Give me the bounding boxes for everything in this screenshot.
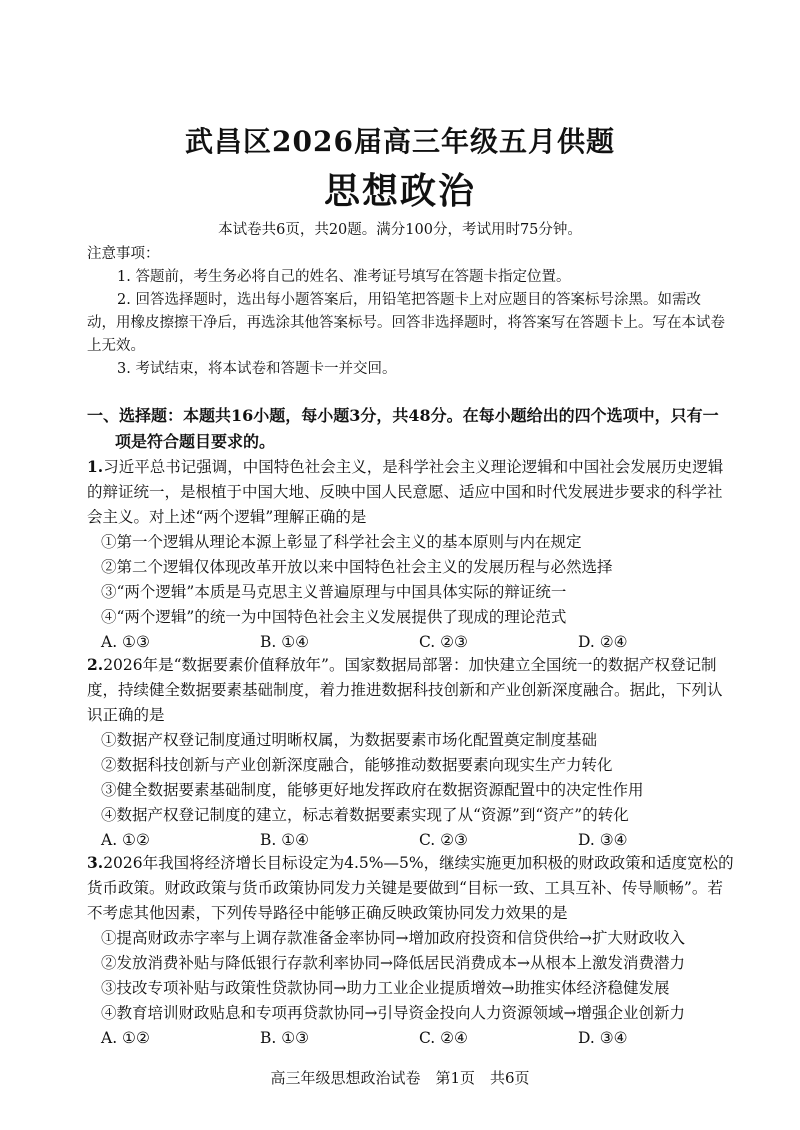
question-2 [87, 652, 737, 853]
statement: ②发放消费补贴与降低银行存款利率协同→降低居民消费成本→从根本上激发消费潜力 [101, 954, 685, 972]
question-number: 3. [87, 853, 104, 872]
statement: ④数据产权登记制度的建立，标志着数据要素实现了从“资源”到“资产”的转化 [101, 806, 629, 824]
notes-heading: 注意事项： [87, 246, 160, 262]
option-d: D. ③④ [578, 1029, 628, 1047]
question-1 [87, 454, 737, 655]
option-a: A. ①② [101, 831, 150, 849]
statement: ④“两个逻辑”的统一为中国特色社会主义发展提供了现成的理论范式 [101, 608, 567, 626]
question-text: 2026年是“数据要素价值释放年”。国家数据局部署：加快建立全国统一的数据产权登记制度，持续健全数据要素基础制度，着力推进数据科技创新和产业创新深度融合。据此，下列认识正确的是 [87, 656, 723, 724]
statement: ④教育培训财政贴息和专项再贷款协同→引导资金投向人力资源领域→增强企业创新力 [101, 1004, 685, 1022]
subject-title: 思想政治 [323, 170, 476, 212]
question-text: 2026年我国将经济增长目标设定为4.5%—5%，继续实施更加积极的财政政策和适度宽松的货币政策。财政政策与货币政策协同发力关键是要做到“目标一致、工具互补、传导顺畅”。若不考虑其他因素，下列传导路径中能够正确反映政策协同发力效果的是 [87, 854, 734, 922]
option-a: A. ①③ [101, 633, 150, 651]
option-c: C. ②③ [419, 831, 468, 849]
option-c: C. ②③ [419, 633, 468, 651]
question-stem [87, 454, 737, 530]
exam-title: 武昌区2026届高三年级五月供题 [185, 125, 615, 158]
question-number: 1. [87, 457, 104, 476]
section-heading-line2: 项是符合题目要求的。 [115, 432, 276, 451]
notes-item: 1. 答题前，考生务必将自己的姓名、准考证号填写在答题卡指定位置。 [117, 269, 571, 285]
question-number: 2. [87, 655, 104, 674]
statement: ③“两个逻辑”本质是马克思主义普遍原理与中国具体实际的辩证统一 [101, 583, 567, 601]
options-row [87, 1026, 737, 1051]
option-d: D. ②④ [578, 633, 628, 651]
statement: ②第二个逻辑仅体现改革开放以来中国特色社会主义的发展历程与必然选择 [101, 558, 613, 576]
option-a: A. ①② [101, 1029, 150, 1047]
exam-info: 本试卷共6页，共20题。满分100分，考试用时75分钟。 [218, 222, 582, 238]
statement: ①提高财政赤字率与上调存款准备金率协同→增加政府投资和信贷供给→扩大财政收入 [101, 929, 685, 947]
question-stem [87, 652, 737, 728]
statement: ①数据产权登记制度通过明晰权属，为数据要素市场化配置奠定制度基础 [101, 731, 598, 749]
option-b: B. ①④ [260, 831, 310, 849]
notes-section [87, 243, 727, 381]
question-text: 习近平总书记强调，中国特色社会主义，是科学社会主义理论逻辑和中国社会发展历史逻辑的辩证统一，是根植于中国大地、反映中国人民意愿、适应中国和时代发展进步要求的科学社会主义。对上述“两个逻辑”理解正确的是 [87, 458, 724, 526]
statement: ①第一个逻辑从理论本源上彰显了科学社会主义的基本原则与内在规定 [101, 533, 582, 551]
notes-item: 2. 回答选择题时，选出每小题答案后，用铅笔把答题卡上对应题目的答案标号涂黑。如需改动，用橡皮擦擦干净后，再选涂其他答案标号。回答非选择题时，将答案写在答题卡上。写在本试卷上无效。 [87, 292, 725, 354]
page-footer: 高三年级思想政治试卷 第1页 共6页 [270, 1069, 530, 1087]
statement: ③技改专项补贴与政策性贷款协同→助力工业企业提质增效→助推实体经济稳健发展 [101, 979, 670, 997]
option-c: C. ②④ [419, 1029, 468, 1047]
notes-item: 3. 考试结束，将本试卷和答题卡一并交回。 [117, 361, 397, 377]
section-heading-line1: 一、选择题：本题共16小题，每小题3分，共48分。在每小题给出的四个选项中，只有一 [87, 406, 719, 425]
option-b: B. ①④ [260, 633, 310, 651]
option-d: D. ③④ [578, 831, 628, 849]
question-3 [87, 850, 737, 1051]
option-b: B. ①③ [260, 1029, 310, 1047]
question-stem [87, 850, 737, 926]
statement: ②数据科技创新与产业创新深度融合，能够推动数据要素向现实生产力转化 [101, 756, 613, 774]
statement: ③健全数据要素基础制度，能够更好地发挥政府在数据资源配置中的决定性作用 [101, 781, 644, 799]
section-heading [87, 403, 737, 455]
